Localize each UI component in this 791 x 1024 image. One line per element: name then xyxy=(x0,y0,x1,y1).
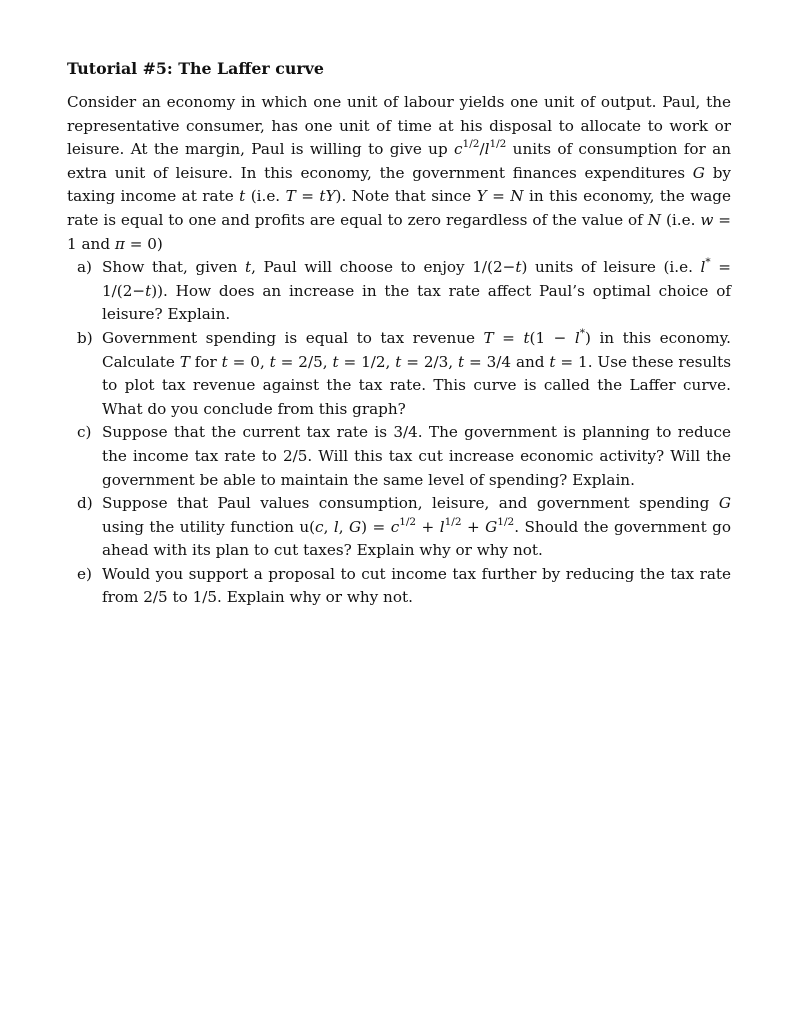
math-variable: t xyxy=(269,352,276,371)
math-variable: w xyxy=(700,210,714,229)
text-run: using the utility function u( xyxy=(102,517,316,536)
math-variable: l xyxy=(439,517,445,536)
math-variable: c xyxy=(315,517,324,536)
text-run: ) in this economy. Calculate xyxy=(102,328,731,371)
superscript: 1/2 xyxy=(497,515,515,528)
text-run: + xyxy=(461,517,486,536)
math-variable: l xyxy=(484,140,490,159)
math-variable: t xyxy=(515,258,522,277)
question-list xyxy=(67,256,731,610)
math-variable: c xyxy=(390,517,400,536)
math-variable: tY xyxy=(319,187,336,206)
question-text xyxy=(102,326,732,418)
text-run: / xyxy=(479,140,485,159)
question-text xyxy=(102,258,731,323)
math-variable: l xyxy=(333,517,339,536)
text-run: + xyxy=(416,517,440,536)
text-run: Suppose that Paul values consumption, leisure, and government spending xyxy=(102,494,719,513)
superscript: * xyxy=(705,256,711,269)
math-variable: π xyxy=(114,234,125,253)
question-label: a) xyxy=(77,258,92,277)
math-variable: G xyxy=(692,163,705,182)
text-run: , Paul will choose to enjoy 1/(2− xyxy=(251,258,516,277)
text-run: = 1/(2− xyxy=(102,258,731,300)
math-variable: t xyxy=(239,187,246,206)
question-item xyxy=(67,327,731,421)
text-run: Consider an economy in which one unit of labour yields one unit of output. Paul, the representative consumer, has one unit of time at his disposal to allocate to work or leisure. At the margin, Paul is willing to give up xyxy=(67,93,731,159)
math-variable: t xyxy=(245,258,252,277)
text-run: = 1/2, xyxy=(338,352,396,371)
math-variable: t xyxy=(332,352,339,371)
text-run: for xyxy=(189,352,222,371)
math-variable: N xyxy=(647,210,662,229)
question-item xyxy=(67,256,731,327)
math-variable: t xyxy=(395,352,402,371)
text-run: ) units of leisure (i.e. xyxy=(521,258,701,277)
math-variable: l xyxy=(700,258,706,277)
text-run: = 1 and xyxy=(67,210,731,253)
superscript: * xyxy=(579,326,585,339)
text-run: , xyxy=(323,517,334,536)
intro-paragraph xyxy=(67,91,731,256)
text-run: = xyxy=(486,187,511,206)
question-label: e) xyxy=(77,564,92,583)
math-variable: t xyxy=(221,352,228,371)
text-run: , xyxy=(338,517,349,536)
text-run: ). Note that since xyxy=(335,187,477,206)
text-run: = 0) xyxy=(124,234,163,253)
question-item xyxy=(67,421,731,492)
text-run: Show that, given xyxy=(102,258,245,277)
text-run: in this economy, the wage rate is equal to one and profits are equal to zero regardless of the value of xyxy=(67,187,731,229)
text-run: = 0, xyxy=(227,352,270,371)
superscript: 1/2 xyxy=(489,138,507,151)
question-text xyxy=(102,423,731,488)
math-variable: t xyxy=(549,352,556,371)
question-item xyxy=(67,492,731,563)
math-variable: Y xyxy=(476,187,487,206)
math-variable: G xyxy=(348,517,362,536)
text-run: by taxing income at rate xyxy=(67,163,731,206)
math-variable: c xyxy=(454,140,463,159)
text-run: = 2/5, xyxy=(275,352,333,371)
text-run: units of consumption for an extra unit of leisure. In this economy, the government finances expenditures xyxy=(67,140,731,182)
text-run: = 1. Use these results to plot tax revenue against the tax rate. This curve is called the Laffer curve. What do you conclude from this graph? xyxy=(102,352,732,418)
math-variable: t xyxy=(458,352,465,371)
math-variable: l xyxy=(574,328,580,347)
text-run: = xyxy=(493,328,524,347)
math-variable: G xyxy=(718,494,731,513)
question-text xyxy=(102,565,731,607)
question-item xyxy=(67,563,731,610)
text-run: Government spending is equal to tax revenue xyxy=(102,328,484,347)
document-title: Tutorial #5: The Laffer curve xyxy=(67,59,324,78)
math-variable: t xyxy=(523,328,530,347)
question-label: b) xyxy=(77,328,93,347)
text-run: (i.e. xyxy=(661,210,701,229)
text-run: . Should the government go ahead with its plan to cut taxes? Explain why or why not. xyxy=(102,517,732,560)
superscript: 1/2 xyxy=(462,138,480,151)
math-variable: T xyxy=(285,187,296,206)
superscript: 1/2 xyxy=(444,515,462,528)
question-label: d) xyxy=(77,494,93,513)
math-variable: t xyxy=(145,281,152,300)
text-run: )). How does an increase in the tax rate affect Paul’s optimal choice of leisure? Explain. xyxy=(102,281,731,324)
text-run: (i.e. xyxy=(245,187,286,206)
text-run: ) = xyxy=(361,517,391,536)
text-run: = 2/3, xyxy=(401,352,459,371)
text-run: = xyxy=(295,187,320,206)
math-variable: T xyxy=(483,328,494,347)
text-run: = 3/4 and xyxy=(464,352,550,371)
superscript: 1/2 xyxy=(399,515,417,528)
question-text xyxy=(102,494,731,559)
text-run: Would you support a proposal to cut income tax further by reducing the tax rate from 2/5 to 1/5. Explain why or why not. xyxy=(102,564,731,607)
math-variable: G xyxy=(485,517,498,536)
text-run: Suppose that the current tax rate is 3/4. The government is planning to reduce the income tax rate to 2/5. Will this tax cut increase economic activity? Will the government be able to maintain the same level of spending? Explain. xyxy=(102,423,731,489)
text-run: (1 − xyxy=(529,328,575,347)
math-variable: T xyxy=(179,352,190,371)
document-page xyxy=(67,58,731,610)
math-variable: N xyxy=(510,187,524,206)
question-label: c) xyxy=(77,423,92,442)
